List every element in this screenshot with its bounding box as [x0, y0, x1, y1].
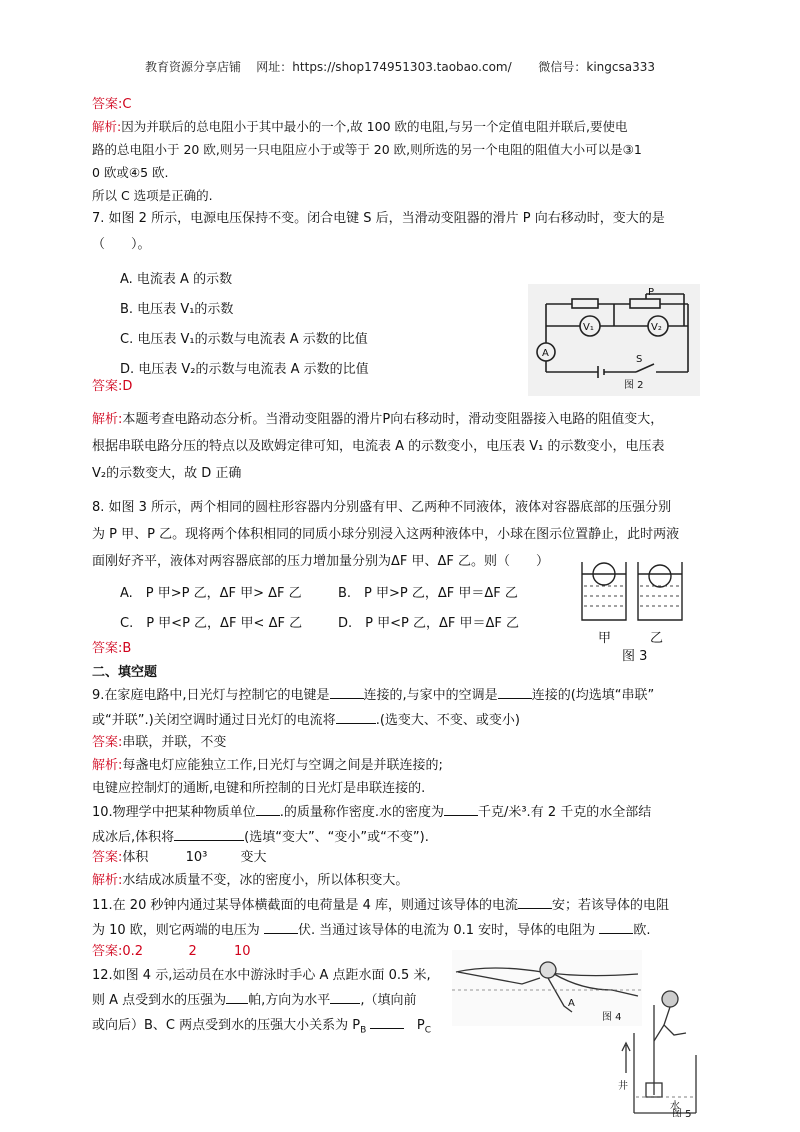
wechat-label: 微信号： — [538, 60, 587, 74]
q8-option-b: B. P 甲>P 乙，ΔF 甲＝ΔF 乙 — [338, 586, 518, 601]
q7-answer: 答案:D — [92, 379, 133, 394]
fig2-label-v2: V₂ — [651, 322, 662, 333]
q7-analysis: 解析:本题考查电路动态分析。当滑动变阻器的滑片P向右移动时，滑动变阻器接入电路的阻值变大， 根据串联电路分压的特点以及欧姆定律可知，电流表 A 的示数变小，电压表 V₁ 的示数变小，电压表 V₂的示数变大，故 D 正确 — [92, 412, 665, 481]
q11-answer: 答案:0.2 2 10 — [92, 944, 251, 959]
q10-answer: 答案:体积 10³ 变大 — [92, 850, 267, 865]
q11-stem: 11.在 20 秒钟内通过某导体横截面的电荷量是 4 库，则通过该导体的电流 安；若该导体的电阻 为 10 欧，则它两端的电压为 伏. 当通过该导体的电流为 0.1 安时，导体的电阻为 欧. — [92, 898, 670, 938]
q7-option-d: D. 电压表 V₂的示数与电流表 A 示数的比值 — [120, 362, 369, 377]
q7-option-c: C. 电压表 V₁的示数与电流表 A 示数的比值 — [120, 332, 368, 347]
q12-stem: 12.如图 4 示,运动员在水中游泳时手心 A 点距水面 0.5 米, 则 A 点受到水的压强为 帕,方向为水平 ,（填向前 或向后）B、C 两点受到水的压强大小关系为 $P_B$ $P_C$ — [92, 968, 431, 1036]
shop-name: 教育资源分享店铺 — [145, 60, 242, 74]
fig3-caption: 图 3 — [622, 649, 648, 662]
shop-url[interactable]: https://shop174951303.taobao.com/ — [292, 60, 512, 74]
wechat-id: kingcsa333 — [586, 60, 655, 74]
fig4-label-a: A — [568, 998, 575, 1009]
fig5-water-label: 水 — [670, 1101, 680, 1112]
site-label: 网址： — [256, 60, 293, 74]
fig5-caption: 图 5 — [672, 1109, 692, 1117]
q10-stem: 10.物理学中把某种物质单位 .的质量称作密度.水的密度为 千克/米³.有 2 千克的水全部结 成冰后,体积将 (选填“变大”、“变小”或“不变”). — [92, 805, 652, 845]
section-title: 二、填空题 — [92, 665, 158, 680]
q7-option-a: A. 电流表 A 的示数 — [120, 272, 233, 287]
fig2-label-s: S — [636, 354, 643, 365]
q9-analysis: 解析:每盏电灯应能独立工作,日光灯与空调之间是并联连接的; 电键应控制灯的通断,电键和所控制的日光灯是串联连接的. — [92, 758, 443, 796]
q6-answer: 答案:C — [92, 97, 132, 112]
fig2-caption: 图 2 — [624, 380, 644, 391]
fig4-caption: 图 4 — [602, 1012, 622, 1023]
q7-stem: 7. 如图 2 所示，电源电压保持不变。闭合电键 S 后，当滑动变阻器的滑片 P 向右移动时，变大的是 （ ）。 — [92, 211, 665, 252]
q7-option-b: B. 电压表 V₁的示数 — [120, 302, 234, 317]
q8-option-d: D. P 甲<P 乙，ΔF 甲＝ΔF 乙 — [338, 616, 519, 631]
q8-stem: 8. 如图 3 所示，两个相同的圆柱形容器内分别盛有甲、乙两种不同液体，液体对容器底部的压强分别 为 P 甲、P 乙。现将两个体积相同的同质小球分别浸入这两种液体中，小球在图示位置静止，此时两液 面刚好齐平，液体对两容器底部的压力增加量分别为ΔF 甲、ΔF 乙。则（ ） — [92, 500, 680, 569]
fig5-well-label: 井 — [618, 1081, 628, 1092]
fig2-label-p: P — [648, 287, 655, 298]
q6-analysis: 解析:因为并联后的总电阻小于其中最小的一个,故 100 欧的电阻,与另一个定值电阻并联后,要使电 路的总电阻小于 20 欧,则另一只电阻应小于或等于 20 欧,则所选的另一个电阻的阻值大小可以是③1 0 欧或④5 欧. 所以 C 选项是正确的. — [92, 119, 642, 203]
fig2-label-a: A — [542, 348, 549, 359]
page-header — [0, 58, 800, 75]
fig3-label-jia: 甲 — [598, 631, 612, 646]
q10-analysis: 解析:水结成冰质量不变，冰的密度小，所以体积变大。 — [92, 873, 409, 888]
fig2-label-v1: V₁ — [583, 322, 594, 333]
q8-option-c: C. P 甲<P 乙，ΔF 甲< ΔF 乙 — [120, 616, 303, 631]
q9-stem: 9.在家庭电路中,日光灯与控制它的电键是 连接的,与家中的空调是 连接的(均选填“串联” 或“并联”.)关闭空调时通过日光灯的电流将 .(选变大、不变、或变小) — [92, 688, 655, 728]
figure-5-well — [614, 985, 704, 1117]
fig3-label-yi: 乙 — [650, 631, 664, 646]
q8-answer: 答案:B — [92, 641, 132, 656]
q8-option-a: A. P 甲>P 乙，ΔF 甲> ΔF 乙 — [120, 586, 302, 601]
q9-answer: 答案:串联，并联，不变 — [92, 735, 227, 750]
